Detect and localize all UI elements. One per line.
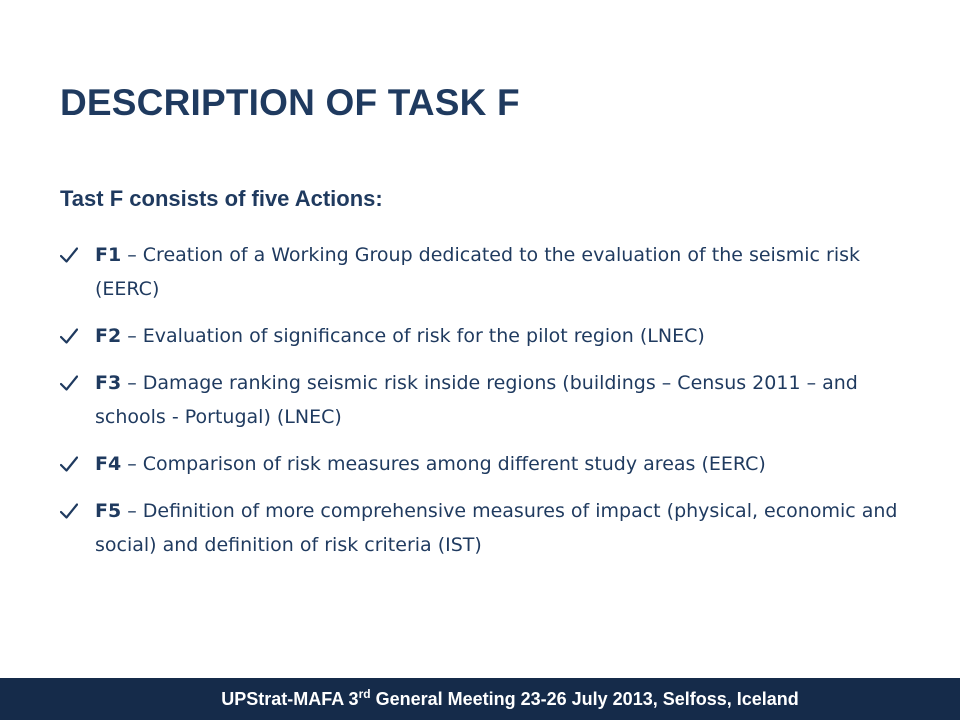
action-item-f1: [60, 238, 910, 306]
action-text: – Comparison of risk measures among different study areas (EERC): [121, 453, 766, 475]
check-icon: [60, 503, 78, 519]
slide-subtitle: Tast F consists of five Actions:: [60, 186, 383, 211]
footer-text-start: UPStrat-MAFA 3: [221, 688, 359, 709]
action-text: – Damage ranking seismic risk inside regions (buildings – Census 2011 – and schools - Portugal) (LNEC): [95, 372, 858, 428]
action-code: F1: [95, 244, 122, 266]
check-icon: [60, 247, 78, 263]
action-item-f5: [60, 494, 910, 562]
check-icon: [60, 456, 78, 472]
action-code: F3: [95, 372, 122, 394]
check-icon: [60, 375, 78, 391]
footer-text-end: General Meeting 23-26 July 2013, Selfoss, Iceland: [370, 688, 799, 709]
action-item-f3: [60, 366, 910, 434]
footer-bar: [0, 678, 960, 720]
check-icon: [60, 328, 78, 344]
action-item-f4: [60, 447, 910, 481]
action-item-f2: [60, 319, 910, 353]
action-text: – Evaluation of significance of risk for the pilot region (LNEC): [121, 325, 705, 347]
footer-superscript: rd: [358, 686, 371, 701]
action-text: – Creation of a Working Group dedicated to the evaluation of the seismic risk (EERC): [95, 244, 860, 300]
footer-text: [221, 686, 799, 710]
action-list: [60, 238, 910, 575]
action-text: – Definition of more comprehensive measures of impact (physical, economic and social) and definition of risk criteria (IST): [95, 500, 898, 556]
action-code: F2: [95, 325, 122, 347]
action-code: F5: [95, 500, 122, 522]
action-code: F4: [95, 453, 122, 475]
slide-title: DESCRIPTION OF TASK F: [60, 82, 520, 123]
